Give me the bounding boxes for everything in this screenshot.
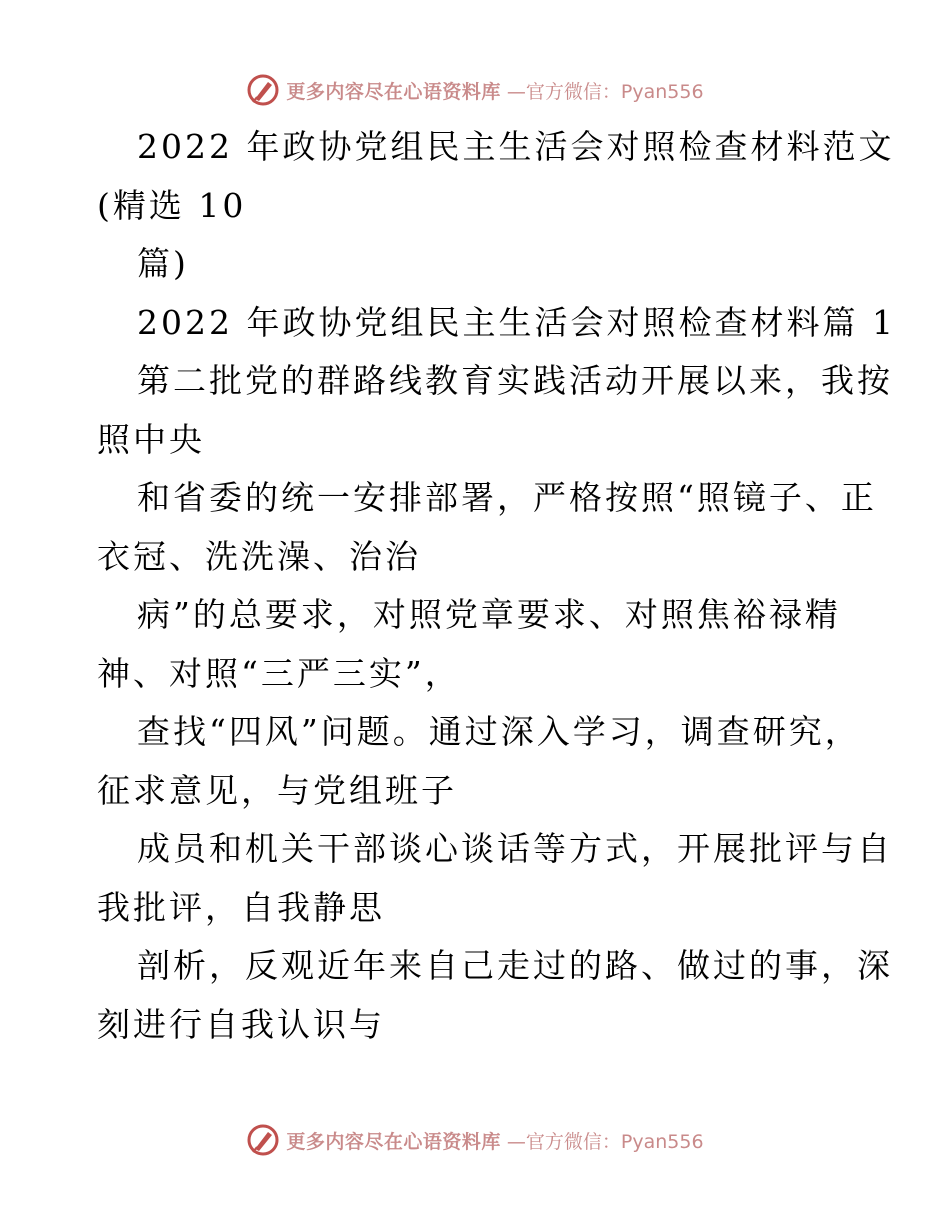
watermark-footer — [0, 1120, 950, 1160]
text-line: 衣冠、洗洗澡、治治 — [97, 536, 421, 576]
quill-logo-icon — [246, 73, 280, 107]
text-line: 病”的总要求，对照党章要求、对照焦裕禄精 — [137, 595, 841, 634]
text-line: 2022 年政协党组民主生活会对照检查材料范文 — [137, 127, 895, 166]
text-line: 成员和机关干部谈心谈话等方式，开展批评与自 — [137, 829, 893, 868]
watermark-sub-text: —官方微信：Pyan556 — [506, 1130, 704, 1153]
text-line: 刻进行自我认识与 — [97, 1004, 385, 1044]
watermark-sub-text: —官方微信：Pyan556 — [506, 80, 704, 103]
text-line: 我批评，自我静思 — [97, 887, 385, 927]
text-line: 查找“四风”问题。通过深入学习，调查研究， — [137, 712, 861, 751]
watermark-main-text: 更多内容尽在心语资料库 — [286, 1130, 501, 1153]
text-line: 第二批党的群路线教育实践活动开展以来，我按 — [137, 361, 893, 400]
watermark-header — [0, 70, 950, 110]
text-line: 和省委的统一安排部署，严格按照“照镜子、正 — [137, 478, 877, 517]
watermark-main-text: 更多内容尽在心语资料库 — [286, 80, 501, 103]
text-line: 2022 年政协党组民主生活会对照检查材料篇 1 — [137, 302, 896, 342]
text-line: 剖析，反观近年来自己走过的路、做过的事，深 — [137, 946, 893, 985]
document-body — [97, 118, 896, 1054]
text-line: 征求意见，与党组班子 — [97, 770, 457, 810]
text-line: 照中央 — [97, 419, 205, 459]
text-line: 神、对照“三严三实”， — [97, 653, 461, 693]
text-line: (精选 10 — [97, 185, 247, 225]
quill-logo-icon — [246, 1123, 280, 1157]
text-line: 篇) — [137, 244, 189, 283]
